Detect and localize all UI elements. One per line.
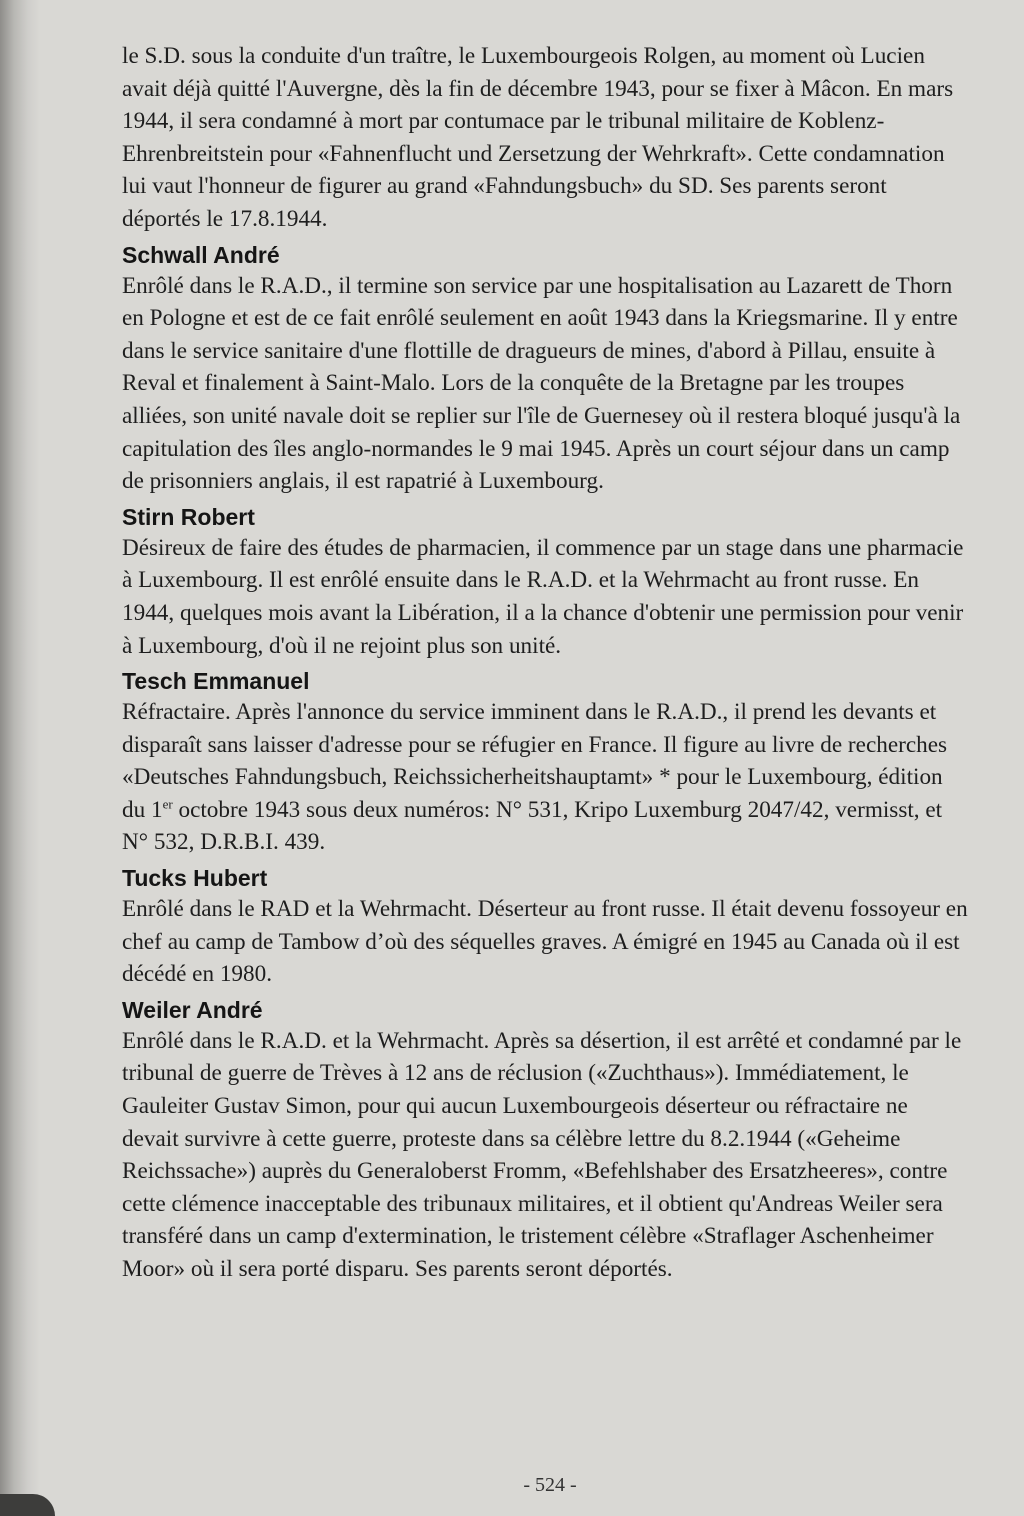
entry-text-part: Réfractaire. Après l'annonce du service imminent dans le R.A.D., il prend les devants et disparaît sans laisser d'adresse pour se réfugier en France. Il figure au livre de recherches «Deutsches Fahndungsbuch, Reichssicherheitshauptamt» * pour le Luxembourg, édition du 1: [122, 699, 948, 823]
entry-heading: Schwall André: [122, 241, 280, 268]
page-body: [122, 40, 968, 1286]
ordinal-superscript: er: [162, 796, 173, 812]
book-spine-shadow: [0, 0, 40, 1516]
entry-weiler-andre: [122, 995, 968, 1286]
book-corner: [0, 1494, 55, 1516]
entry-text: Enrôlé dans le R.A.D. et la Wehrmacht. Après sa désertion, il est arrêté et condamné par le tribunal de guerre de Trèves à 12 ans de réclusion («Zuchthaus»). Immédiatement, le Gauleiter Gustav Simon, pour qui aucun Luxembourgeois déserteur ou réfractaire ne devait survivre à cette guerre, proteste dans sa célèbre lettre du 8.2.1944 («Geheime Reichssache») auprès du Generaloberst Fromm, «Befehlshaber des Ersatzheeres», contre cette clémence inacceptable des tribunaux militaires, et il obtient qu'Andreas Weiler sera transféré dans un camp d'extermination, le tristement célèbre «Straflager Aschenheimer Moor» où il sera porté disparu. Ses parents seront déportés.: [122, 1027, 962, 1282]
entry-schwall-andre: [122, 240, 968, 498]
entry-text-part: octobre 1943 sous deux numéros: N° 531, Kripo Luxemburg 2047/42, vermisst, et N° 532, D.R.B.I. 439.: [122, 796, 943, 856]
page-number: - 524 -: [523, 1474, 577, 1496]
intro-text: le S.D. sous la conduite d'un traître, le Luxembourgeois Rolgen, au moment où Lucien avait déjà quitté l'Auvergne, dès la fin de décembre 1943, pour se fixer à Mâcon. En mars 1944, il sera condamné à mort par contumace par le tribunal militaire de Koblenz-Ehrenbreitstein pour «Fahnenflucht und Zersetzung der Wehrkraft». Cette condamnation lui vaut l'honneur de figurer au grand «Fahndungsbuch» du SD. Ses parents seront déportés le 17.8.1944.: [122, 43, 954, 232]
entry-heading: Tucks Hubert: [122, 865, 268, 892]
entry-tesch-emmanuel: [122, 666, 968, 859]
entry-heading: Weiler André: [122, 996, 263, 1023]
entry-text: Désireux de faire des études de pharmacien, il commence par un stage dans une pharmacie à Luxembourg. Il est enrôlé ensuite dans le R.A.D. et la Wehrmacht au front russe. En 1944, quelques mois avant la Libération, il a la chance d'obtenir une permission pour venir à Luxembourg, d'où il ne rejoint plus son unité.: [122, 534, 964, 659]
entry-text: Enrôlé dans le RAD et la Wehrmacht. Déserteur au front russe. Il était devenu fossoyeur en chef au camp de Tambow d’où des séquelles graves. A émigré en 1945 au Canada où il est décédé en 1980.: [122, 896, 968, 988]
entry-heading: Stirn Robert: [122, 503, 255, 530]
entry-heading: Tesch Emmanuel: [122, 668, 310, 695]
intro-paragraph: [122, 40, 968, 236]
entry-text: Enrôlé dans le R.A.D., il termine son service par une hospitalisation au Lazarett de Thorn en Pologne et est de ce fait enrôlé seulement en août 1943 dans la Kriegsmarine. Il y entre dans le service sanitaire d'une flottille de dragueurs de mines, d'abord à Pillau, ensuite à Reval et finalement à Saint-Malo. Lors de la conquête de la Bretagne par les troupes alliées, son unité navale doit se replier sur l'île de Guernesey où il restera bloqué jusqu'à la capitulation des îles anglo-normandes le 9 mai 1945. Après un court séjour dans un camp de prisonniers anglais, il est rapatrié à Luxembourg.: [122, 272, 961, 495]
entry-text: [122, 696, 968, 859]
entry-tucks-hubert: [122, 863, 968, 991]
entry-stirn-robert: [122, 502, 968, 662]
